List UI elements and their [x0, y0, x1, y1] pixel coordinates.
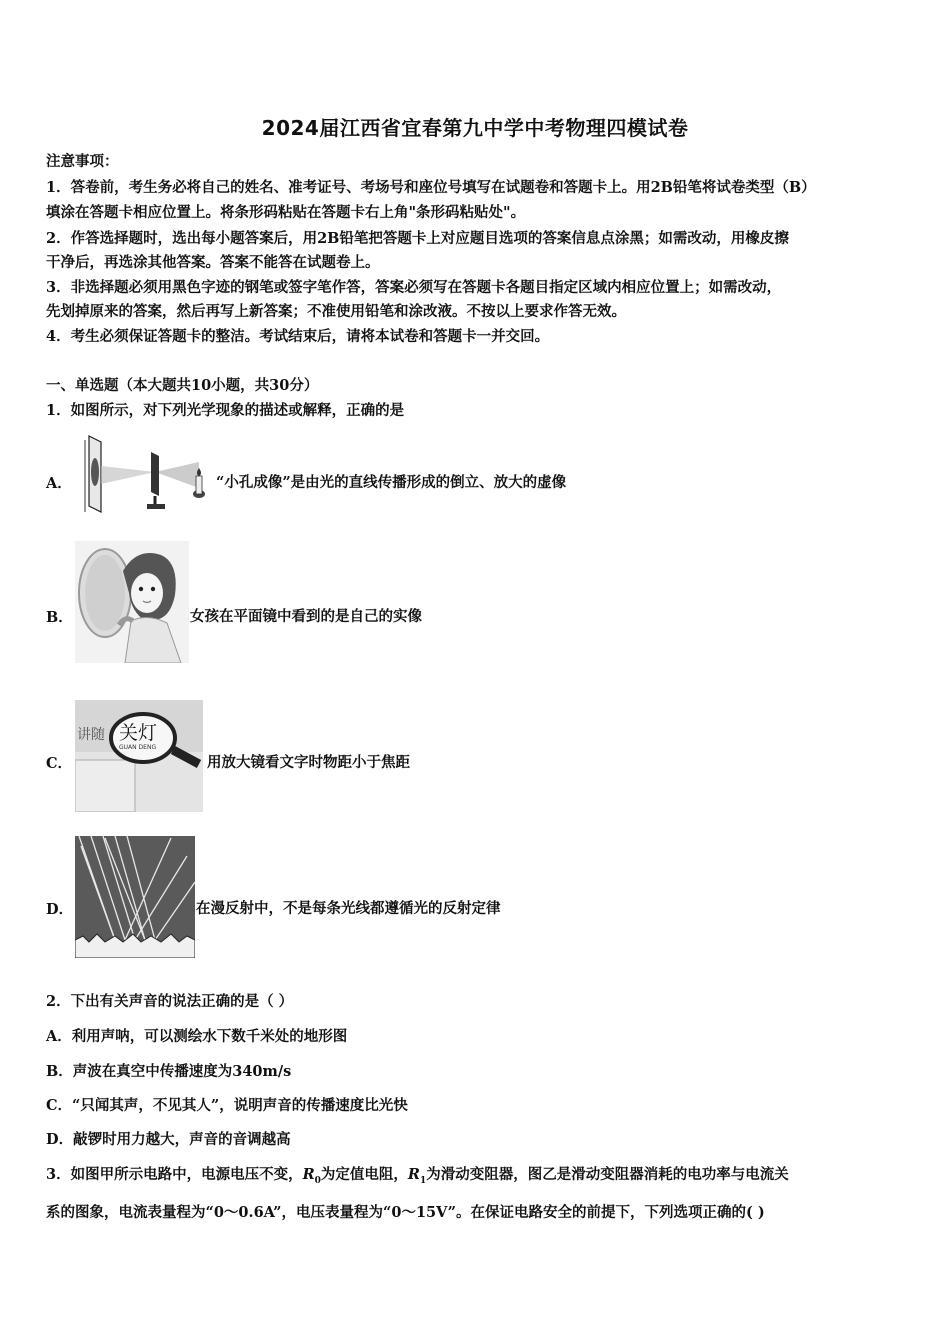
- question-2-stem: 2．下出有关声音的说法正确的是（ ）: [46, 993, 294, 1010]
- girl-mirror-icon: [75, 541, 189, 663]
- r1-symbol: R: [407, 1166, 420, 1183]
- option-d-text: 在漫反射中，不是每条光线都遵循光的反射定律: [196, 900, 501, 917]
- magnified-text: 关灯: [119, 722, 158, 744]
- notice-line: 先划掉原来的答案，然后再写上新答案；不准使用铅笔和涂改液。不按以上要求作答无效。: [46, 303, 626, 320]
- question-3-stem-line2: 系的图象，电流表量程为“0～0.6A”，电压表量程为“0～15V”。在保证电路安全的前提下，下列选项正确的( ): [46, 1204, 765, 1221]
- q3-text: 为滑动变阻器，图乙是滑动变阻器消耗的电功率与电流关: [426, 1166, 789, 1183]
- r0-symbol: R: [302, 1166, 315, 1183]
- question-2-option: D．敲锣时用力越大，声音的音调越高: [46, 1131, 291, 1148]
- notice-line: 干净后，再选涂其他答案。答案不能答在试题卷上。: [46, 254, 380, 271]
- option-c-text: 用放大镜看文字时物距小于焦距: [207, 754, 410, 771]
- option-a-text: “小孔成像”是由光的直线传播形成的倒立、放大的虚像: [216, 474, 567, 491]
- notice-line: 填涂在答题卡相应位置上。将条形码粘贴在答题卡右上角"条形码粘贴处"。: [46, 204, 526, 221]
- option-b-label: B．: [46, 609, 73, 626]
- pinhole-camera-icon: [77, 432, 217, 514]
- question-2-option: B．声波在真空中传播速度为340m/s: [46, 1063, 292, 1080]
- notice-line: 2．作答选择题时，选出每小题答案后，用2B铅笔把答题卡上对应题目选项的答案信息点涂黑；如需改动，用橡皮擦: [46, 230, 789, 247]
- page-title: 2024届江西省宜春第九中学中考物理四模试卷: [261, 116, 689, 140]
- question-2-option: A．利用声呐，可以测绘水下数千米处的地形图: [46, 1028, 348, 1045]
- r0-subscript: 0: [314, 1175, 321, 1186]
- notice-line: 4．考生必须保证答题卡的整洁。考试结束后，请将本试卷和答题卡一并交回。: [46, 328, 550, 345]
- notice-line: 1．答卷前，考生务必将自己的姓名、准考证号、考场号和座位号填写在试题卷和答题卡上。用2B铅笔将试卷类型（B）: [46, 179, 816, 196]
- option-c-label: C．: [46, 755, 73, 772]
- notice-heading: 注意事项：: [46, 153, 119, 170]
- option-b-text: 女孩在平面镜中看到的是自己的实像: [190, 608, 422, 625]
- magnifier-text-icon: [75, 700, 203, 812]
- notice-line: 3．非选择题必须用黑色字迹的钢笔或签字笔作答，答案必须写在答题卡各题目指定区域内相应位置上；如需改动，: [46, 279, 782, 296]
- question-1-stem: 1．如图所示，对下列光学现象的描述或解释，正确的是: [46, 402, 405, 419]
- q3-text: 为定值电阻，: [320, 1166, 408, 1183]
- option-a-label: A．: [46, 475, 72, 492]
- question-3-stem-line1: [46, 1165, 906, 1191]
- diffuse-reflection-icon: [75, 836, 195, 958]
- option-d-label: D．: [46, 901, 74, 918]
- section-heading: 一、单选题（本大题共10小题，共30分）: [46, 377, 319, 394]
- magnified-subtext: GUAN DENG: [119, 744, 157, 751]
- question-2-option: C．“只闻其声，不见其人”，说明声音的传播速度比光快: [46, 1097, 408, 1114]
- q3-text: 3．如图甲所示电路中，电源电压不变，: [46, 1166, 303, 1183]
- sign-text: 讲随: [77, 727, 105, 743]
- r1-subscript: 1: [419, 1175, 427, 1186]
